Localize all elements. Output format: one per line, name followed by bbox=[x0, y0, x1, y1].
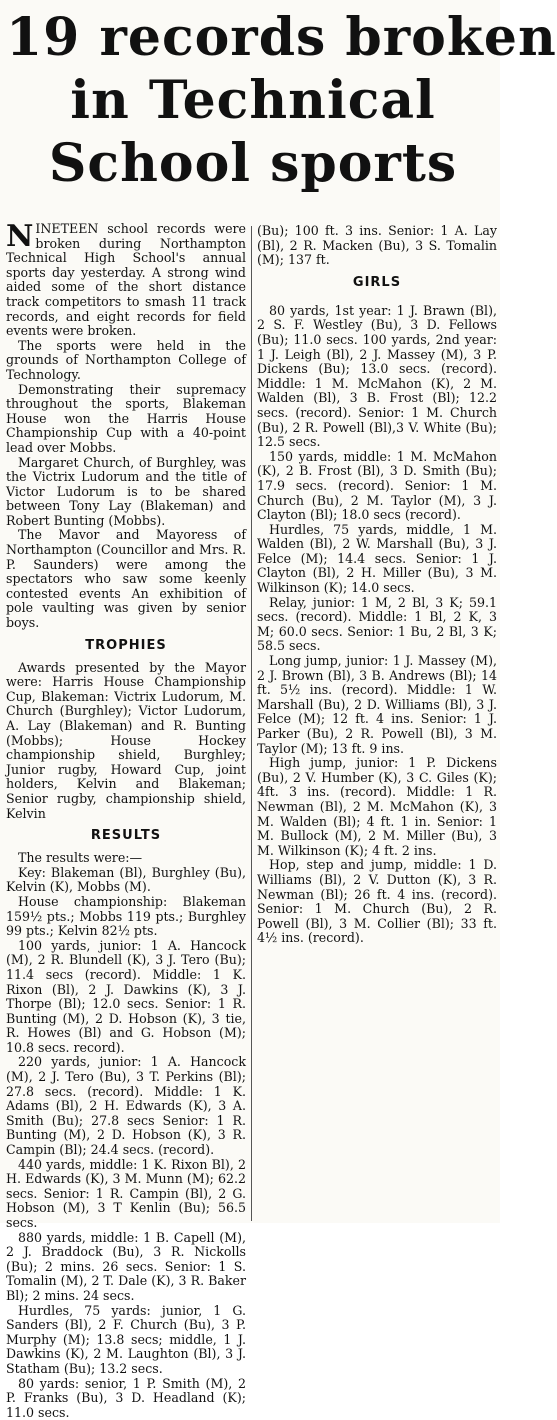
results-paragraph: 100 yards, junior: 1 A. Hancock (M), 2 R. Blundell (K), 3 J. Tero (Bu); 11.4 secs (record). Middle: 1 K. Rixon (Bl), 2 J. Dawkins (K), 3 J. Thorpe (Bl); 12.0 secs. Senior: 1 R. Bunting (M), 2 D. Hobson (K), 3 tie, R. Howes (Bl) and G. Hobson (M); 10.8 secs. record). bbox=[6, 937, 246, 1055]
drop-cap: N bbox=[6, 219, 34, 254]
body-paragraph: Margaret Church, of Burghley, was the Victrix Ludorum and the title of Victor Ludorum is to be shared between Tony Lay (Blakeman) and Robert Bunting (Mobbs). bbox=[6, 454, 246, 528]
girls-paragraph: Relay, junior: 1 M, 2 Bl, 3 K; 59.1 secs. (record). Middle: 1 Bl, 2 K, 3 M; 60.0 secs. Senior: 1 Bu, 2 Bl, 3 K; 58.5 secs. bbox=[257, 594, 497, 654]
girls-paragraph: 80 yards, 1st year: 1 J. Brawn (Bl), 2 S. F. Westley (Bu), 3 D. Fellows (Bu); 11.0 secs. 100 yards, 2nd year: 1 J. Leigh (Bl), 2 J. Massey (M), 3 P. Dickens (Bu); 13.0 secs. (record). Middle: 1 M. McMahon (K), 2 M. Walden (Bl), 3 B. Frost (Bl); 12.2 secs. (record). Senior: 1 M. Church (Bu), 2 R. Powell (Bl),3 V. White (Bu); 12.5 secs. bbox=[257, 302, 497, 450]
headline-line-2: in Technical bbox=[70, 70, 436, 131]
girls-paragraph: High jump, junior: 1 P. Dickens (Bu), 2 V. Humber (K), 3 C. Giles (K); 4ft. 3 ins. (record). Middle: 1 R. Newman (Bl), 2 M. McMahon (K), 3 M. Walden (Bl); 4 ft. 1 in. Senior: 1 M. Bullock (M), 2 M. Miller (Bu), 3 M. Wilkinson (K); 4 ft. 2 ins. bbox=[257, 755, 497, 858]
intro-paragraph-text: INETEEN school records were broken during Northampton Technical High School's annual sports day yesterday. A strong wind aided some of the short distance track competitors to smash 11 track records, and eight records for field events were broken. bbox=[6, 221, 246, 339]
continuation-paragraph: (Bu); 100 ft. 3 ins. Senior: 1 A. Lay (Bl), 2 R. Macken (Bu), 3 S. Tomalin (M); 137 ft. bbox=[257, 223, 497, 268]
body-paragraph: The Mavor and Mayoress of Northampton (Councillor and Mrs. R. P. Saunders) were among the spectators who saw some keenly contested events An exhibition of pole vaulting was given by senior boys. bbox=[6, 527, 246, 631]
results-paragraph: House championship: Blakeman 159½ pts.; Mobbs 119 pts.; Burghley 99 pts.; Kelvin 82½ pts. bbox=[6, 893, 246, 939]
results-paragraph: 220 yards, junior: 1 A. Hancock (M), 2 J. Tero (Bu), 3 T. Perkins (Bl); 27.8 secs. (record). Middle: 1 K. Adams (Bl), 2 H. Edwards (K), 3 A. Smith (Bu); 27.8 secs Senior: 1 R. Bunting (M), 2 D. Hobson (K), 3 R. Campin (Bl); 24.4 secs. (record). bbox=[6, 1054, 246, 1158]
trophies-heading: TROPHIES bbox=[85, 637, 167, 653]
body-paragraph: The sports were held in the grounds of Northampton College of Technology. bbox=[6, 337, 246, 382]
results-paragraph: The results were:— bbox=[18, 850, 143, 866]
body-paragraph: Demonstrating their supremacy throughout the sports, Blakeman House won the Harris House Championship Cup with a 40-point lead over Mobbs. bbox=[6, 381, 246, 455]
right-column bbox=[257, 224, 497, 946]
results-paragraph: Hurdles, 75 yards: junior, 1 G. Sanders (Bl), 2 F. Church (Bu), 3 P. Murphy (M); 13.8 secs; middle, 1 J. Dawkins (K), 2 M. Laughton (Bl), 3 J. Statham (Bu); 13.2 secs. bbox=[6, 1302, 246, 1376]
results-paragraph: 80 yards: senior, 1 P. Smith (M), 2 P. Franks (Bu), 3 D. Headland (K); 11.0 secs. bbox=[6, 1375, 246, 1420]
results-paragraph: 880 yards, middle: 1 B. Capell (M), 2 J. Braddock (Bu), 3 R. Nickolls (Bu); 2 mins. 26 secs. Senior: 1 S. Tomalin (M), 2 T. Dale (K), 3 R. Baker Bl); 2 mins. 24 secs. bbox=[6, 1229, 246, 1303]
headline bbox=[6, 6, 557, 195]
girls-paragraph: 150 yards, middle: 1 M. McMahon (K), 2 B. Frost (Bl), 3 D. Smith (Bu); 17.9 secs. (record). Senior: 1 M. Church (Bu), 2 M. Taylor (M), 3 J. Clayton (Bl); 18.0 secs (record). bbox=[257, 448, 497, 523]
girls-paragraph: Hurdles, 75 yards, middle, 1 M. Walden (Bl), 2 W. Marshall (Bu), 3 J. Felce (M); 14.4 secs. Senior: 1 J. Clayton (Bl), 2 H. Miller (Bu), 3 M. Wilkinson (K); 14.0 secs. bbox=[257, 521, 497, 596]
girls-paragraph: Hop, step and jump, middle: 1 D. Williams (Bl), 2 V. Dutton (K), 3 R. Newman (Bl); 26 ft. 4 ins. (record). Senior: 1 M. Church (Bu), 2 R. Powell (Bl), 3 M. Collier (Bl); 33 ft. 4½ ins. (record). bbox=[257, 857, 497, 946]
girls-heading: GIRLS bbox=[352, 274, 402, 290]
results-paragraph: Key: Blakeman (Bl), Burghley (Bu), Kelvin (K), Mobbs (M). bbox=[6, 864, 246, 895]
girls-paragraph: Long jump, junior: 1 J. Massey (M), 2 J. Brown (Bl), 3 B. Andrews (Bl); 14 ft. 5½ ins. (record). Middle: 1 W. Marshall (Bu), 2 D. Williams (Bl), 3 J. Felce (M); 12 ft. 4 ins. Senior: 1 J. Parker (Bu), 2 R. Powell (Bl), 3 M. Taylor (M); 13 ft. 9 ins. bbox=[257, 653, 497, 756]
results-paragraph: 440 yards, middle: 1 K. Rixon Bl), 2 H. Edwards (K), 3 M. Munn (M); 62.2 secs. Senior: 1 R. Campin (Bl), 2 G. Hobson (M), 3 T Kenlin (Bu); 56.5 secs. bbox=[6, 1156, 246, 1230]
headline-line-1: 19 records broken bbox=[6, 7, 557, 68]
column-rule bbox=[251, 226, 252, 1221]
left-column bbox=[6, 219, 246, 1420]
intro-paragraph bbox=[6, 219, 246, 339]
headline-line-3: School sports bbox=[48, 133, 458, 194]
trophies-paragraph: Awards presented by the Mayor were: Harris House Championship Cup, Blakeman: Victrix Ludorum, M. Church (Burghley); Victor Ludorum, A. Lay (Blakeman) and R. Bunting (Mobbs); House Hockey championship shield, Burghley; Junior rugby, Howard Cup, joint holders, Kelvin and Blakeman; Senior rugby, championship shield, Kelvin bbox=[6, 659, 246, 821]
results-heading: RESULTS bbox=[90, 828, 162, 844]
